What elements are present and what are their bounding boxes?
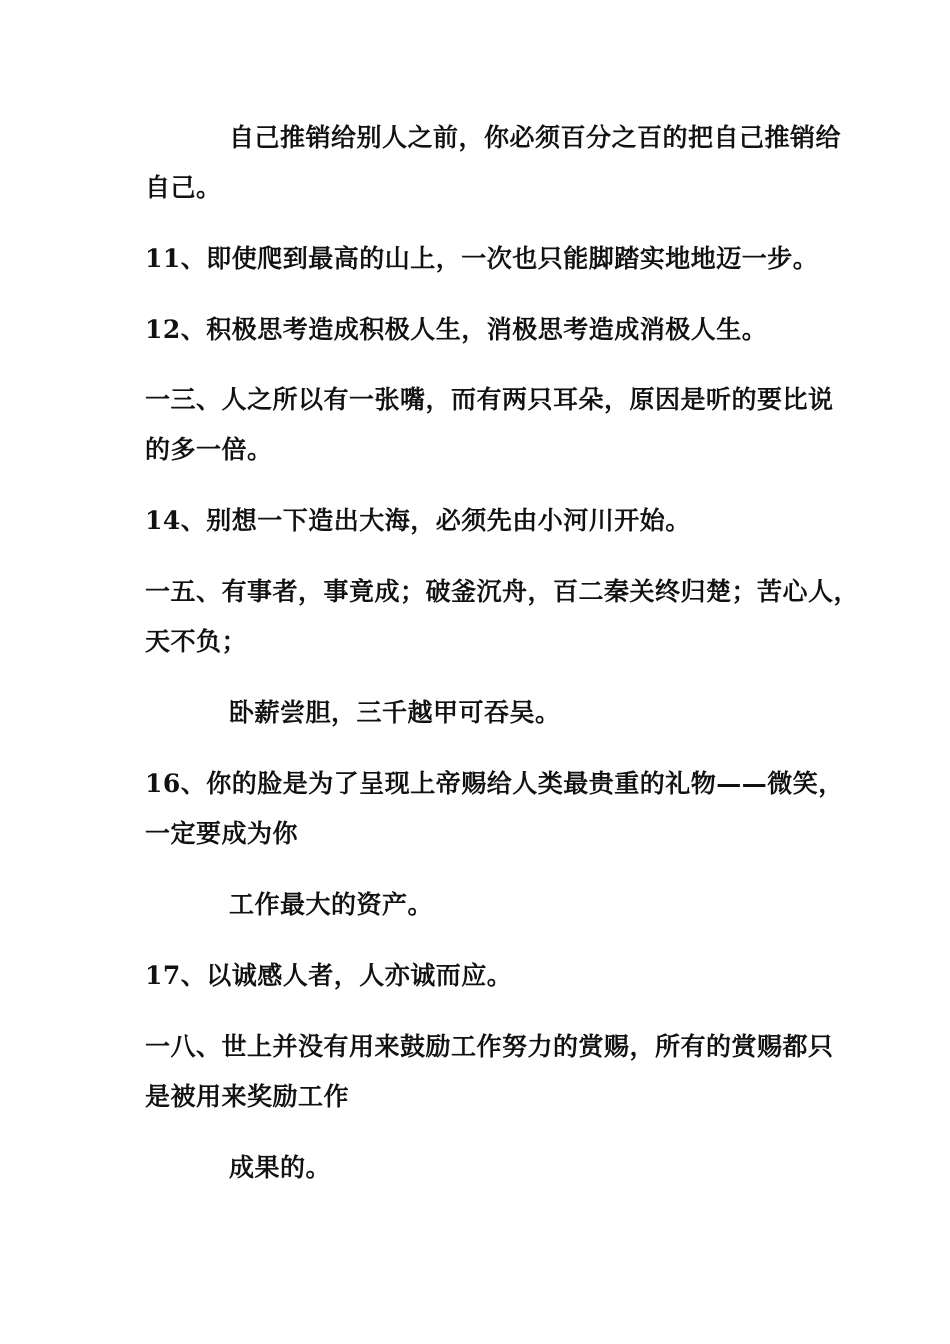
text-line: 天不负；	[145, 627, 248, 656]
text-line: 一五、有事者，事竟成；破釜沉舟，百二秦关终归楚；苦心人，	[145, 577, 860, 606]
text-line: 11、即使爬到最高的山上，一次也只能脚踏实地地迈一步。	[145, 244, 819, 273]
text-line: 的多一倍。	[145, 435, 273, 464]
text-line: 17、以诚感人者，人亦诚而应。	[145, 961, 513, 990]
text-line: 一三、人之所以有一张嘴，而有两只耳朵，原因是听的要比说	[145, 385, 834, 414]
text-line: 一定要成为你	[145, 819, 299, 848]
text-line: 成果的。	[229, 1153, 332, 1182]
text-line: 工作最大的资产。	[229, 890, 434, 919]
text-line: 是被用来奖励工作	[145, 1082, 350, 1111]
text-line: 一八、世上并没有用来鼓励工作努力的赏赐，所有的赏赐都只	[145, 1032, 834, 1061]
text-line: 14、别想一下造出大海，必须先由小河川开始。	[145, 506, 691, 535]
text-line: 12、积极思考造成积极人生，消极思考造成消极人生。	[145, 315, 768, 344]
text-line: 卧薪尝胆，三千越甲可吞吴。	[229, 698, 561, 727]
text-line: 自己。	[145, 173, 222, 202]
text-line: 16、你的脸是为了呈现上帝赐给人类最贵重的礼物——微笑，	[145, 769, 844, 798]
text-line: 自己推销给别人之前，你必须百分之百的把自己推销给	[229, 123, 842, 152]
